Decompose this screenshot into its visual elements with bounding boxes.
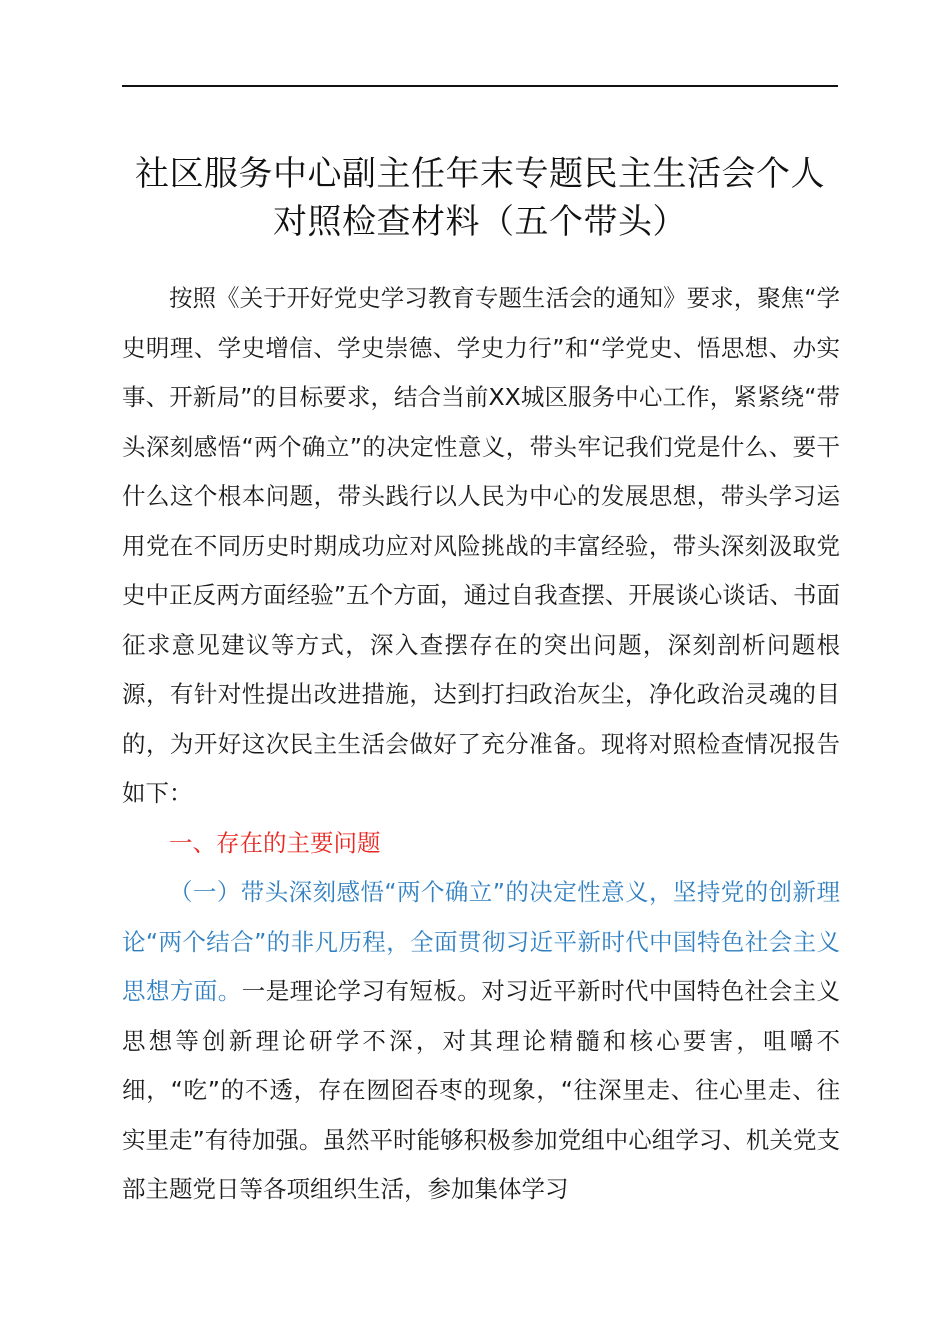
intro-paragraph: 按照《关于开好党史学习教育专题生活会的通知》要求，聚焦“学史明理、学史增信、学史崇德、学史力行”和“学党史、悟思想、办实事、开新局”的目标要求，结合当前XX城区服务中心工作，紧紧绕“带头深刻感悟“两个确立”的决定性意义，带头牢记我们党是什么、要干什么这个根本问题，带头践行以人民为中心的发展思想，带头学习运用党在不同历史时期成功应对风险挑战的丰富经验，带头深刻汲取党史中正反两方面经验”五个方面，通过自我查摆、开展谈心谈话、书面征求意见建议等方式，深入查摆存在的突出问题，深刻剖析问题根源，有针对性提出改进措施，达到打扫政治灰尘，净化政治灵魂的目的，为开好这次民主生活会做好了充分准备。现将对照检查情况报告如下： xyxy=(122,284,840,807)
document-title-line-1: 社区服务中心副主任年末专题民主生活会个人 xyxy=(135,154,825,194)
section-heading: 一、存在的主要问题 xyxy=(169,828,381,857)
document-body xyxy=(122,274,840,1215)
subsection-heading: （一）带头深刻感悟“两个确立”的决定性意义，坚持党的创新理论“两个结合”的非凡历程，全面贯彻习近平新时代中国特色社会主义思想方面。 xyxy=(122,878,840,1005)
document-title-line-2: 对照检查材料（五个带头） xyxy=(273,202,687,242)
subsection-body: 一是理论学习有短板。对习近平新时代中国特色社会主义思想等创新理论研学不深，对其理论精髓和核心要害，咀嚼不细，“吃”的不透，存在囫囵吞枣的现象，“往深里走、往心里走、往实里走”有待加强。虽然平时能够积极参加党组中心组学习、机关党支部主题党日等各项组织生活，参加集体学习 xyxy=(122,977,841,1203)
subsection-paragraph xyxy=(122,868,840,1215)
header-rule xyxy=(122,85,838,87)
